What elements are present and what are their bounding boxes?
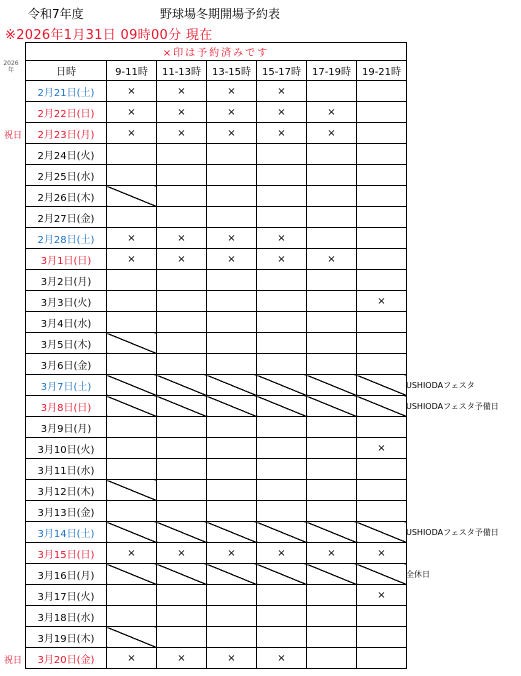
open-slot <box>257 144 307 165</box>
open-slot <box>107 312 157 333</box>
table-row <box>26 459 407 480</box>
reserved-mark: × <box>207 249 257 270</box>
open-slot <box>307 270 357 291</box>
reserved-mark: × <box>307 123 357 144</box>
open-slot <box>307 417 357 438</box>
open-slot <box>357 207 407 228</box>
table-row <box>26 438 407 459</box>
open-slot <box>307 186 357 207</box>
open-slot <box>307 354 357 375</box>
date-cell: 3月4日(水) <box>26 312 107 333</box>
open-slot <box>207 480 257 501</box>
unavailable-slot <box>307 522 357 543</box>
open-slot <box>307 648 357 669</box>
open-slot <box>357 249 407 270</box>
open-slot <box>257 501 307 522</box>
table-row <box>26 585 407 606</box>
column-header-slot: 11-13時 <box>157 61 207 81</box>
reserved-mark: × <box>157 648 207 669</box>
era-year-label: 令和7年度 <box>28 7 84 21</box>
open-slot <box>257 165 307 186</box>
open-slot <box>357 102 407 123</box>
reserved-mark: × <box>107 228 157 249</box>
open-slot <box>107 207 157 228</box>
open-slot <box>157 207 207 228</box>
date-cell: 3月6日(金) <box>26 354 107 375</box>
open-slot <box>307 81 357 102</box>
table-row <box>26 501 407 522</box>
open-slot <box>357 186 407 207</box>
date-cell: 2月27日(金) <box>26 207 107 228</box>
open-slot <box>307 585 357 606</box>
table-row <box>26 228 407 249</box>
reserved-mark: × <box>107 648 157 669</box>
open-slot <box>157 354 207 375</box>
column-header-slot: 17-19時 <box>307 61 357 81</box>
date-cell: 3月2日(月) <box>26 270 107 291</box>
open-slot <box>107 501 157 522</box>
open-slot <box>307 207 357 228</box>
open-slot <box>257 459 307 480</box>
table-row <box>26 291 407 312</box>
date-cell: 3月9日(月) <box>26 417 107 438</box>
row-note: USHIODAフェスタ予備日 <box>406 528 499 537</box>
unavailable-slot <box>107 627 157 648</box>
open-slot <box>207 606 257 627</box>
open-slot <box>207 291 257 312</box>
year-note: 2026年 <box>3 60 19 74</box>
open-slot <box>357 228 407 249</box>
row-note: USHIODAフェスタ <box>406 381 475 390</box>
open-slot <box>257 186 307 207</box>
reserved-mark: × <box>357 585 407 606</box>
open-slot <box>357 648 407 669</box>
table-row <box>26 144 407 165</box>
open-slot <box>307 312 357 333</box>
date-cell: 2月21日(土) <box>26 81 107 102</box>
open-slot <box>207 270 257 291</box>
open-slot <box>307 333 357 354</box>
open-slot <box>357 123 407 144</box>
open-slot <box>357 354 407 375</box>
unavailable-slot <box>107 480 157 501</box>
reserved-mark: × <box>107 249 157 270</box>
open-slot <box>107 354 157 375</box>
open-slot <box>357 165 407 186</box>
reserved-mark: × <box>257 123 307 144</box>
table-row <box>26 480 407 501</box>
open-slot <box>257 291 307 312</box>
open-slot <box>107 291 157 312</box>
reserved-mark: × <box>207 648 257 669</box>
open-slot <box>107 417 157 438</box>
column-header-date: 日時 <box>26 61 107 81</box>
table-row <box>26 543 407 564</box>
open-slot <box>257 333 307 354</box>
open-slot <box>207 186 257 207</box>
open-slot <box>207 459 257 480</box>
unavailable-slot <box>257 375 307 396</box>
table-row <box>26 270 407 291</box>
date-cell: 3月8日(日) <box>26 396 107 417</box>
table-row <box>26 333 407 354</box>
open-slot <box>157 480 207 501</box>
open-slot <box>107 459 157 480</box>
reserved-mark: × <box>157 543 207 564</box>
open-slot <box>207 627 257 648</box>
table-row <box>26 396 407 417</box>
date-cell: 3月1日(日) <box>26 249 107 270</box>
open-slot <box>257 627 307 648</box>
unavailable-slot <box>107 522 157 543</box>
table-row <box>26 606 407 627</box>
open-slot <box>307 291 357 312</box>
legend-banner: ×印は予約済みです <box>26 43 407 61</box>
unavailable-slot <box>107 186 157 207</box>
open-slot <box>307 228 357 249</box>
reserved-mark: × <box>307 102 357 123</box>
date-cell: 3月18日(水) <box>26 606 107 627</box>
column-header-slot: 15-17時 <box>257 61 307 81</box>
unavailable-slot <box>307 375 357 396</box>
reserved-mark: × <box>257 102 307 123</box>
reserved-mark: × <box>157 81 207 102</box>
open-slot <box>257 480 307 501</box>
open-slot <box>157 438 207 459</box>
open-slot <box>257 438 307 459</box>
open-slot <box>257 585 307 606</box>
open-slot <box>257 354 307 375</box>
reservation-table <box>25 42 407 669</box>
reserved-mark: × <box>257 228 307 249</box>
open-slot <box>257 606 307 627</box>
open-slot <box>107 606 157 627</box>
open-slot <box>357 627 407 648</box>
reserved-mark: × <box>257 543 307 564</box>
row-note: USHIODAフェスタ予備日 <box>406 402 499 411</box>
date-cell: 3月12日(木) <box>26 480 107 501</box>
date-cell: 2月24日(火) <box>26 144 107 165</box>
date-cell: 3月3日(火) <box>26 291 107 312</box>
open-slot <box>107 144 157 165</box>
reserved-mark: × <box>107 102 157 123</box>
table-row <box>26 375 407 396</box>
open-slot <box>357 333 407 354</box>
open-slot <box>307 501 357 522</box>
table-row <box>26 564 407 585</box>
open-slot <box>207 312 257 333</box>
date-cell: 3月5日(木) <box>26 333 107 354</box>
column-header-slot: 19-21時 <box>357 61 407 81</box>
unavailable-slot <box>157 375 207 396</box>
unavailable-slot <box>107 564 157 585</box>
holiday-label: 祝日 <box>4 131 23 141</box>
reserved-mark: × <box>357 438 407 459</box>
table-row <box>26 417 407 438</box>
reserved-mark: × <box>257 81 307 102</box>
date-cell: 3月19日(木) <box>26 627 107 648</box>
open-slot <box>207 165 257 186</box>
open-slot <box>157 144 207 165</box>
open-slot <box>207 354 257 375</box>
date-cell: 3月7日(土) <box>26 375 107 396</box>
open-slot <box>157 606 207 627</box>
unavailable-slot <box>207 522 257 543</box>
unavailable-slot <box>157 522 207 543</box>
table-row <box>26 522 407 543</box>
open-slot <box>157 501 207 522</box>
unavailable-slot <box>257 564 307 585</box>
open-slot <box>357 606 407 627</box>
table-row <box>26 312 407 333</box>
reserved-mark: × <box>257 648 307 669</box>
unavailable-slot <box>357 375 407 396</box>
table-row <box>26 354 407 375</box>
unavailable-slot <box>257 522 307 543</box>
open-slot <box>207 333 257 354</box>
open-slot <box>307 438 357 459</box>
holiday-label: 祝日 <box>4 656 23 666</box>
date-cell: 3月17日(火) <box>26 585 107 606</box>
unavailable-slot <box>207 564 257 585</box>
unavailable-slot <box>357 396 407 417</box>
reserved-mark: × <box>207 228 257 249</box>
table-row <box>26 123 407 144</box>
unavailable-slot <box>207 396 257 417</box>
open-slot <box>157 627 207 648</box>
unavailable-slot <box>157 564 207 585</box>
table-row <box>26 627 407 648</box>
open-slot <box>357 501 407 522</box>
table-row <box>26 102 407 123</box>
reserved-mark: × <box>157 249 207 270</box>
open-slot <box>157 417 207 438</box>
date-cell: 3月10日(火) <box>26 438 107 459</box>
table-row <box>26 207 407 228</box>
open-slot <box>257 417 307 438</box>
reserved-mark: × <box>357 291 407 312</box>
date-cell: 2月28日(土) <box>26 228 107 249</box>
reserved-mark: × <box>207 81 257 102</box>
open-slot <box>257 312 307 333</box>
open-slot <box>207 207 257 228</box>
open-slot <box>207 585 257 606</box>
unavailable-slot <box>157 396 207 417</box>
open-slot <box>107 165 157 186</box>
unavailable-slot <box>107 396 157 417</box>
date-cell: 3月15日(日) <box>26 543 107 564</box>
unavailable-slot <box>357 522 407 543</box>
open-slot <box>107 585 157 606</box>
date-cell: 2月22日(日) <box>26 102 107 123</box>
open-slot <box>207 417 257 438</box>
open-slot <box>357 144 407 165</box>
reserved-mark: × <box>207 123 257 144</box>
unavailable-slot <box>257 396 307 417</box>
open-slot <box>107 438 157 459</box>
date-cell: 3月20日(金) <box>26 648 107 669</box>
unavailable-slot <box>307 396 357 417</box>
open-slot <box>307 480 357 501</box>
unavailable-slot <box>307 564 357 585</box>
open-slot <box>307 627 357 648</box>
open-slot <box>357 81 407 102</box>
as-of-timestamp: ※2026年1月31日 09時00分 現在 <box>5 28 213 43</box>
open-slot <box>307 144 357 165</box>
open-slot <box>207 144 257 165</box>
reserved-mark: × <box>107 123 157 144</box>
table-row <box>26 81 407 102</box>
reserved-mark: × <box>107 543 157 564</box>
unavailable-slot <box>107 375 157 396</box>
reserved-mark: × <box>357 543 407 564</box>
reserved-mark: × <box>257 249 307 270</box>
date-cell: 2月23日(月) <box>26 123 107 144</box>
reserved-mark: × <box>207 102 257 123</box>
date-cell: 2月26日(木) <box>26 186 107 207</box>
open-slot <box>307 165 357 186</box>
date-cell: 3月11日(水) <box>26 459 107 480</box>
page-title: 野球場冬期開場予約表 <box>160 7 281 21</box>
date-cell: 3月14日(土) <box>26 522 107 543</box>
open-slot <box>357 417 407 438</box>
open-slot <box>157 585 207 606</box>
open-slot <box>307 606 357 627</box>
open-slot <box>157 270 207 291</box>
open-slot <box>357 459 407 480</box>
row-note: 全休日 <box>406 570 430 579</box>
date-cell: 2月25日(水) <box>26 165 107 186</box>
open-slot <box>157 186 207 207</box>
unavailable-slot <box>357 564 407 585</box>
open-slot <box>357 270 407 291</box>
reserved-mark: × <box>157 123 207 144</box>
open-slot <box>357 312 407 333</box>
unavailable-slot <box>207 375 257 396</box>
table-row <box>26 165 407 186</box>
date-cell: 3月13日(金) <box>26 501 107 522</box>
reserved-mark: × <box>157 228 207 249</box>
reserved-mark: × <box>107 81 157 102</box>
open-slot <box>157 165 207 186</box>
reserved-mark: × <box>207 543 257 564</box>
table-row <box>26 249 407 270</box>
table-row <box>26 186 407 207</box>
open-slot <box>257 207 307 228</box>
open-slot <box>107 270 157 291</box>
reserved-mark: × <box>307 543 357 564</box>
open-slot <box>357 480 407 501</box>
open-slot <box>207 438 257 459</box>
unavailable-slot <box>107 333 157 354</box>
open-slot <box>157 291 207 312</box>
open-slot <box>157 333 207 354</box>
reserved-mark: × <box>307 249 357 270</box>
date-cell: 3月16日(月) <box>26 564 107 585</box>
open-slot <box>307 459 357 480</box>
reserved-mark: × <box>157 102 207 123</box>
column-header-slot: 9-11時 <box>107 61 157 81</box>
column-header-slot: 13-15時 <box>207 61 257 81</box>
table-row <box>26 648 407 669</box>
open-slot <box>157 312 207 333</box>
open-slot <box>257 270 307 291</box>
open-slot <box>207 501 257 522</box>
open-slot <box>157 459 207 480</box>
